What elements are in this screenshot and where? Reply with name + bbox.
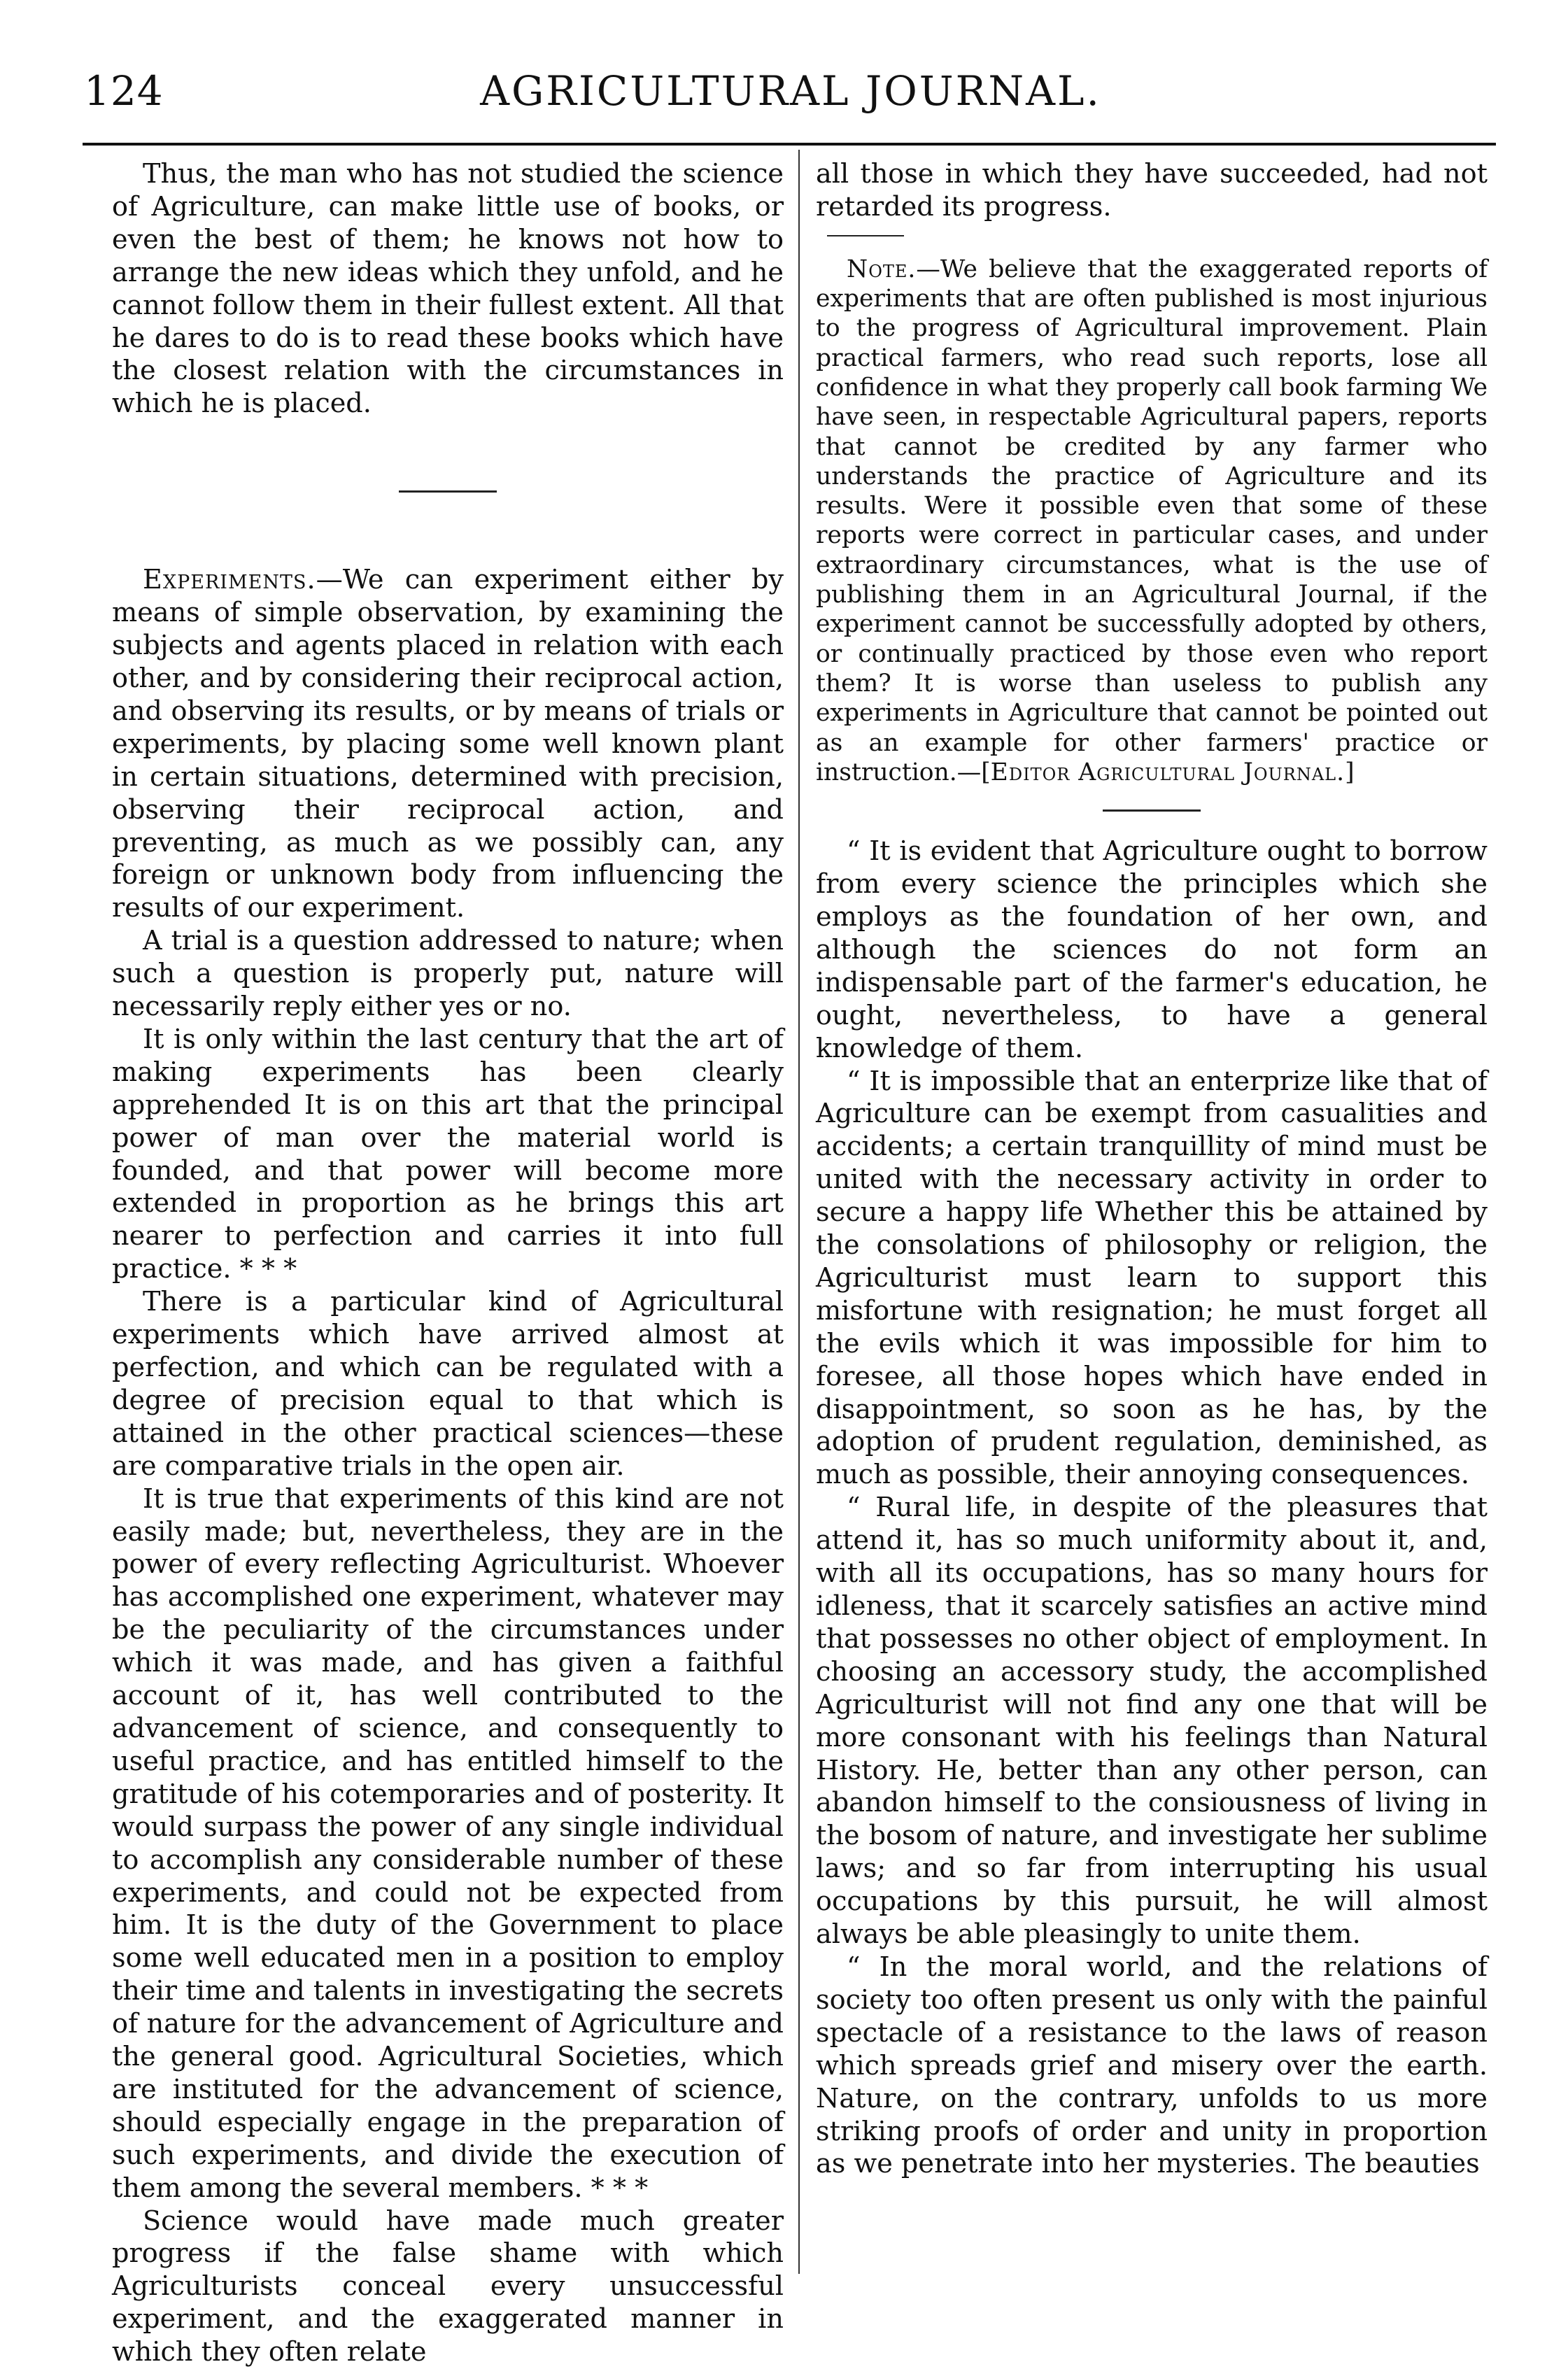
- experiments-text: —We can experiment either by means of simple observation, by examining the subjects and agents placed in relation with each other, and by considering their reciprocal action, and observing its results, or by means of trials or experiments, by placing some well known plant in certain situations, determined with precision, observing their reciprocal action, and preventing, as much as we possibly can, any foreign or unknown body from influencing the results of our experiment.: [112, 565, 784, 924]
- paragraph-enterprize: “ It is impossible that an enterprize like that of Agriculture can be exempt from casualities and accidents; a certain tranquillity of mind must be united with the necessary activity in order to secure a happy life Whether this be attained by the consolations of philosophy or religion, the Agriculturist must learn to support this misfortune with resignation; he must forget all the evils which it was impossible for him to foresee, all those hopes which have ended in disappointment, so soon as he has, by the adoption of prudent regulation, deminished, as much as possible, their annoying consequences.: [816, 1066, 1488, 1491]
- paragraph-rural-life: “ Rural life, in despite of the pleasures that attend it, has so much uniformity about it, and, with all its occupations, has so many hours for idleness, that it scarcely satisfies an active mind that possesses no other object of employment. In choosing an accessory study, the accomplished Agriculturist will not find any one that will be more consonant with his feelings than Natural History. He, better than any other person, can abandon himself to the consiousness of living in the bosom of nature, and investigate her sublime laws; and so far from interrupting his usual occupations by this pursuit, he will almost always be able pleasingly to unite them.: [816, 1492, 1488, 1951]
- page-number: 124: [84, 67, 164, 115]
- section-divider: [399, 490, 497, 493]
- paragraph-borrow-science: “ It is evident that Agriculture ought to borrow from every science the principles which she employs as the foundation of her own, and although the sciences do not form an indispensable part of the farmer's education, he ought, nevertheless, to have a general knowledge of them.: [816, 836, 1488, 1064]
- experiments-heading: Experiments.: [143, 565, 316, 596]
- paragraph-trial: A trial is a question addressed to nature; when such a question is properly put, nature will necessarily reply either yes or no.: [112, 926, 784, 1023]
- running-title: AGRICULTURAL JOURNAL.: [480, 67, 1101, 115]
- editor-note: [816, 255, 1488, 787]
- note-close: ]: [1345, 758, 1355, 786]
- paragraph-art-of-experiments: It is only within the last century that the art of making experiments has been clearly apprehended It is on this art that the principal power of man over the material world is founded, and that power will become more extended in proportion as he brings this art nearer to perfection and carries it into full practice. * * *: [112, 1024, 784, 1285]
- paragraph-books: Thus, the man who has not studied the science of Agriculture, can make little use of books, or even the best of them; he knows not how to arrange the new ideas which they unfold, and he cannot follow them in their fullest extent. All that he dares to do is to read these books which have the closest relation with the circumstances in which he is placed.: [112, 159, 784, 420]
- paragraph-comparative-trials: There is a particular kind of Agricultural experiments which have arrived almost at perfection, and which can be regulated with a degree of precision equal to that which is attained in the other practical sciences—these are comparative trials in the open air.: [112, 1287, 784, 1482]
- section-divider-right: [1103, 809, 1201, 812]
- note-editor: Editor Agricultural Journal.: [990, 758, 1345, 786]
- page-header: [84, 67, 1497, 123]
- paragraph-duty-of-government: It is true that experiments of this kind are not easily made; but, nevertheless, they are in the power of every reflecting Agriculturist. Whoever has accomplished one experiment, whatever may be the peculiarity of the circumstances under which it was made, and has given a faithful account of it, has well contributed to the advancement of science, and consequently to useful practice, and has entitled himself to the gratitude of his cotemporaries and of posterity. It would surpass the power of any single individual to accomplish any considerable number of these experiments, and could not be expected from him. It is the duty of the Government to place some well educated men in a position to employ their time and talents in investigating the secrets of nature for the advancement of Agriculture and the general good. Agricultural Societies, which are instituted for the advancement of science, should especially engage in the preparation of such experiments, and divide the execution of them among the several members. * * *: [112, 1483, 784, 2204]
- paragraph-moral-world: “ In the moral world, and the relations of society too often present us only with the painful spectacle of a resistance to the laws of reason which spreads grief and misery over the earth. Nature, on the contrary, unfolds to us more striking proofs of order and unity in proportion as we penetrate into her mysteries. The beauties: [816, 1951, 1488, 2180]
- column-divider: [798, 150, 800, 2274]
- paragraph-experiments: [112, 564, 784, 925]
- note-divider: [827, 235, 904, 236]
- paragraph-continued: all those in which they have succeeded, had not retarded its progress.: [816, 159, 1488, 222]
- note-label: Note.: [847, 255, 917, 283]
- header-rule: [83, 143, 1496, 146]
- right-column: [816, 158, 1488, 2181]
- paragraph-false-shame: Science would have made much greater progress if the false shame with which Agriculturists conceal every unsuccessful experiment, and the exaggerated manner in which they often relate: [112, 2205, 784, 2368]
- left-column: [112, 158, 784, 2369]
- note-text: —We believe that the exaggerated reports of experiments that are often published is most injurious to the progress of Agricultural improvement. Plain practical farmers, who read such reports, lose all confidence in what they properly call book farming We have seen, in respectable Agricultural papers, reports that cannot be credited by any farmer who understands the practice of Agriculture and its results. Were it possible even that some of these reports were correct in particular cases, and under extraordinary circumstances, what is the use of publishing them in an Agricultural Journal, if the experiment cannot be successfully adopted by others, or continually practiced by those even who report them? It is worse than useless to publish any experiments in Agriculture that cannot be pointed out as an example for other farmers' practice or instruction.—[: [816, 255, 1488, 786]
